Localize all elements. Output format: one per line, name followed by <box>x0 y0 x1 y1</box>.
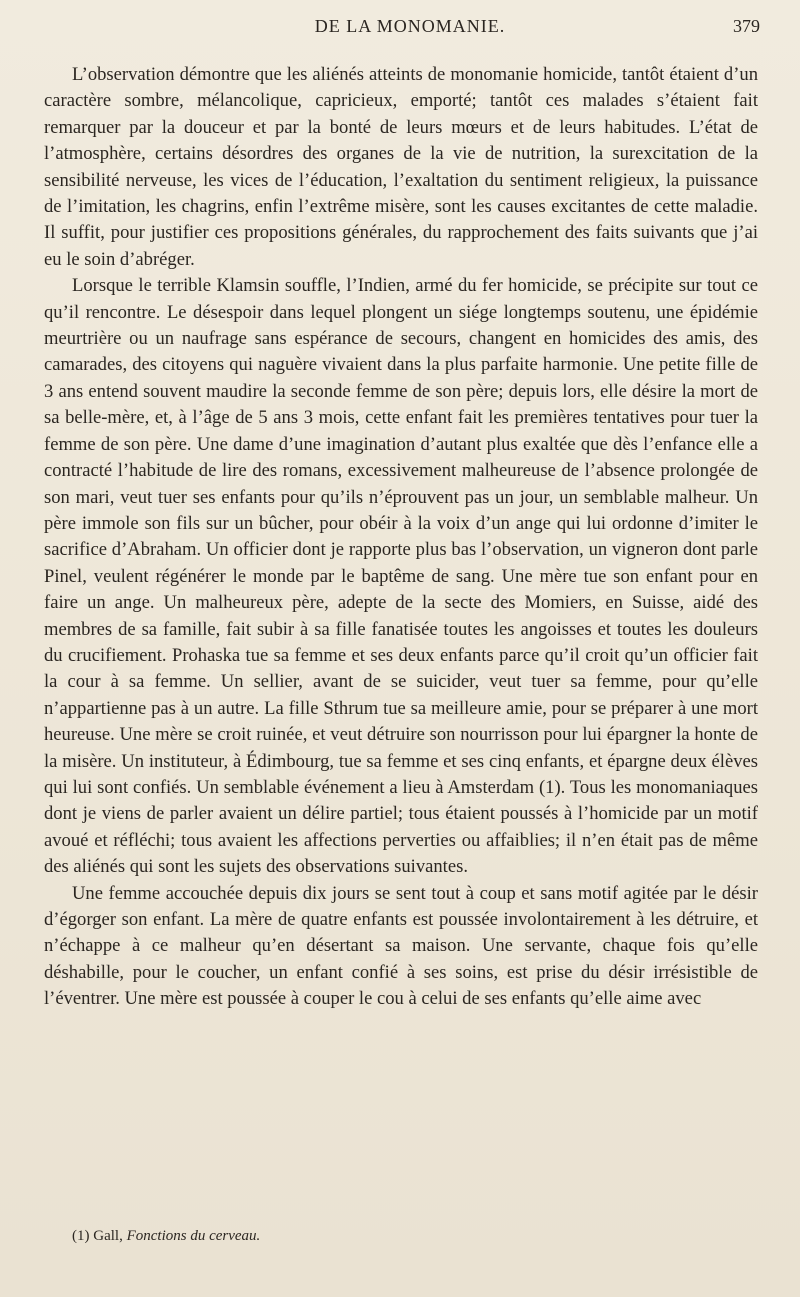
footnote-title: Fonctions du cerveau. <box>126 1228 261 1244</box>
paragraph: Lorsque le terrible Klamsin souffle, l’Indien, armé du fer homicide, se précipite sur tout ce qu’il rencontre. Le désespoir dans lequel plongent un siége longtemps soutenu, une épidémie meurtrière ou un naufrage sans espérance de secours, changent en homicides des amis, des camarades, des citoyens qui naguère vivaient dans la plus parfaite harmonie. Une petite fille de 3 ans entend souvent maudire la seconde femme de son père; depuis lors, elle désire la mort de sa belle-mère, et, à l’âge de 5 ans 3 mois, cette enfant fait les premières tentatives pour tuer la femme de son père. Une dame d’une imagination d’autant plus exaltée que dès l’enfance elle a contracté l’habitude de lire des romans, excessivement malheureuse de l’absence prolongée de son mari, veut tuer ses enfants pour qu’ils n’éprouvent pas un jour, un semblable malheur. Un père immole son fils sur un bûcher, pour obéir à la voix d’un ange qui lui ordonne d’imiter le sacrifice d’Abraham. Un officier dont je rapporte plus bas l’observation, un vigneron dont parle Pinel, veulent régénérer le monde par le baptême de sang. Une mère tue son enfant pour en faire un ange. Un malheureux père, adepte de la secte des Momiers, en Suisse, aidé des membres de sa famille, fait subir à sa fille fanatisée toutes les angoisses et toutes les douleurs du crucifiement. Prohaska tue sa femme et ses deux enfants parce qu’il croit qu’un officier fait la cour à sa femme. Un sellier, avant de se suicider, veut tuer sa femme, pour qu’elle n’appartienne pas à un autre. La fille Sthrum tue sa meilleure amie, pour se préparer à une mort heureuse. Une mère se croit ruinée, et veut détruire son nourrisson pour lui épargner la honte de la misère. Un instituteur, à Édimbourg, tue sa femme et ses cinq enfants, et épargne deux élèves qui lui sont confiés. Un semblable événement a lieu à Amsterdam (1). Tous les monomaniaques dont je viens de parler avaient un délire partiel; tous étaient poussés à l’homicide par un motif avoué et réfléchi; tous avaient les affections perverties ou affaiblies; il n’en était pas de même des aliénés qui sont les sujets des observations suivantes. <box>44 275 758 878</box>
body-text <box>44 62 758 1013</box>
footnote <box>72 1228 752 1245</box>
running-head: DE LA MONOMANIE. <box>314 16 506 36</box>
paragraph: L’observation démontre que les aliénés atteints de monomanie homicide, tantôt étaient d’un caractère sombre, mélancolique, capricieux, emporté; tantôt ces malades s’étaient fait remarquer par la douceur et par la bonté de leurs mœurs et de leurs habitudes. L’état de l’atmosphère, certains désordres des organes de la vie de nutrition, la surexcitation de la sensibilité nerveuse, les vices de l’éducation, l’exaltation du sentiment religieux, la puissance de l’imitation, les chagrins, enfin l’extrême misère, sont les causes excitantes de cette maladie. Il suffit, pour justifier ces propositions générales, du rapprochement des faits suivants que j’ai eu le soin d’abréger. <box>44 64 758 270</box>
paragraph: Une femme accouchée depuis dix jours se sent tout à coup et sans motif agitée par le désir d’égorger son enfant. La mère de quatre enfants est poussée involontairement à les détruire, et n’échappe à ce malheur qu’en désertant sa maison. Une servante, chaque fois qu’elle déshabille, pour le coucher, un enfant confié à ses soins, est prise du désir irrésistible de l’éventrer. Une mère est poussée à couper le cou à celui de ses enfants qu’elle aime avec <box>44 882 758 1010</box>
footnote-marker: (1) Gall, <box>72 1228 123 1244</box>
page-number: 379 <box>733 16 760 36</box>
page-header <box>60 8 760 38</box>
